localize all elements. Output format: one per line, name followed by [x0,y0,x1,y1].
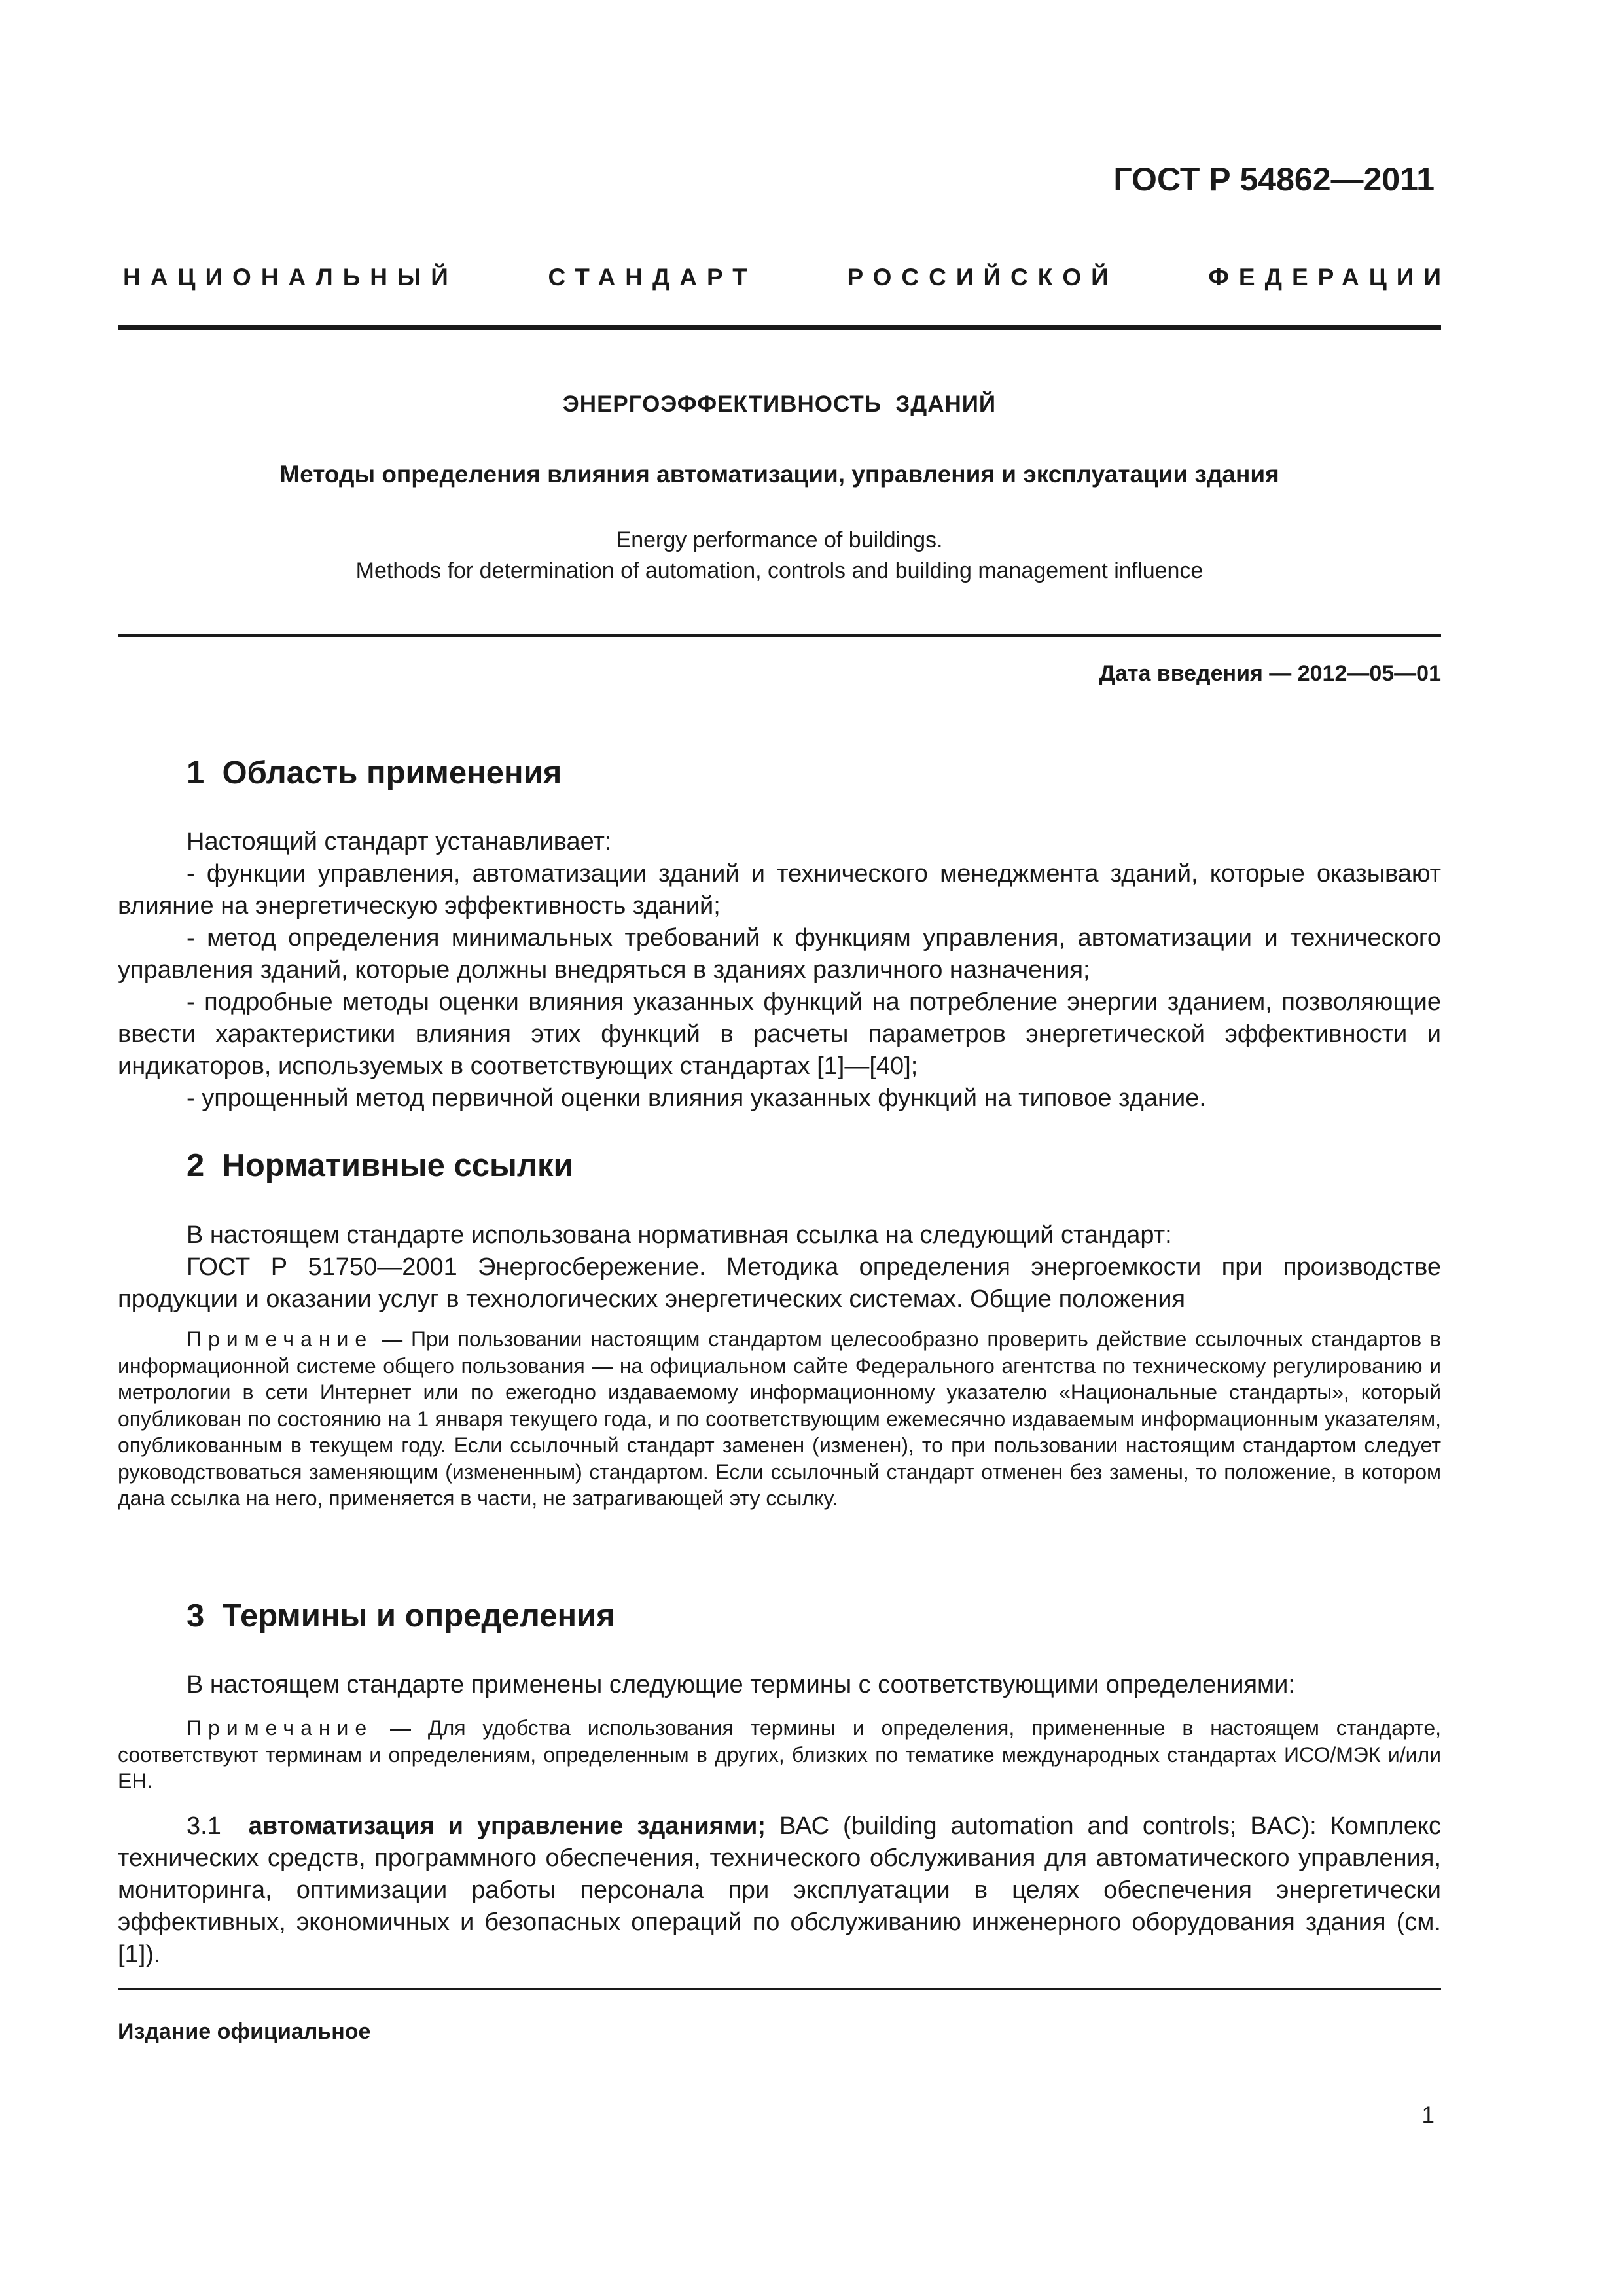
note-label: Примечание [187,1327,374,1351]
section-3-intro-text: В настоящем стандарте применены следующие термины с соответствующими определениями: [187,1671,1295,1698]
list-item: - функции управления, автоматизации зданий и технического менеджмента зданий, которые оказывают влияние на энергетическую эффективность зданий; [118,860,1441,920]
section-1-heading: 1 Область применения [187,755,562,791]
introduction-date: Дата введения — 2012—05—01 [1099,661,1441,686]
national-word: ФЕДЕРАЦИИ [1208,264,1451,291]
section-1-intro: Настоящий стандарт устанавливает: [187,828,612,855]
english-title-line-2: Methods for determination of automation, controls and building management influence [355,558,1204,583]
section-2-note [118,1326,1441,1512]
normative-reference: ГОСТ Р 51750—2001 Энергосбережение. Методика определения энергоемкости при производстве продукции и оказании услуг в технологических энергетических системах. Общие положения [118,1253,1441,1313]
list-item: - метод определения минимальных требований к функциям управления, автоматизации и технического управления зданий, которые должны внедряться в зданиях различного назначения; [118,924,1441,984]
section-3-note [118,1715,1441,1795]
page-number: 1 [1421,2102,1435,2128]
note-text: — Для удобства использования термины и определения, примененные в настоящем стандарте, соответствуют терминам и определениям, определенным в других, близких по тематике международных стандартах ИСО/МЭК и/или ЕН. [118,1716,1441,1793]
term-definition: ВАС (building automation and controls; BAC): Комплекс технических средств, программного обеспечения, технического обслуживания для автоматического управления, мониторинга, оптимизации работы персонала при эксплуатации в целях обеспечения энергетически эффективных, экономичных и безопасных операций по обслуживанию инженерного оборудования здания (см. [1]). [118,1812,1441,1968]
national-word: РОССИЙСКОЙ [847,264,1118,291]
section-2-heading: 2 Нормативные ссылки [187,1148,573,1183]
term-3-1 [118,1810,1441,1971]
note-text: — При пользовании настоящим стандартом целесообразно проверить действие ссылочных стандартов в информационной системе общего пользования — на официальном сайте Федерального агентства по техническому регулированию и метрологии в сети Интернет или по ежегодно издаваемому информационному указателю «Национальные стандарты», который опубликован по состоянию на 1 января текущего года, и по соответствующим ежемесячно издаваемым информационным указателям, опубликованным в текущем году. Если ссылочный стандарт заменен (изменен), то при пользовании настоящим стандартом следует руководствоваться заменяющим (измененным) стандартом. Если ссылочный стандарт отменен без замены, то положение, в котором дана ссылка на него, применяется в части, не затрагивающей эту ссылку. [118,1327,1441,1510]
section-3-heading: 3 Термины и определения [187,1598,615,1634]
term-number: 3.1 [187,1812,249,1840]
english-title-line-1: Energy performance of buildings. [616,528,943,552]
national-standard-header [123,264,1451,291]
national-word: НАЦИОНАЛЬНЫЙ [123,264,458,291]
term-name: автоматизация и управление зданиями; [248,1812,766,1840]
standard-code: ГОСТ Р 54862—2011 [1113,161,1435,198]
document-subtitle: Методы определения влияния автоматизации, управления и эксплуатации здания [279,461,1279,488]
official-edition-label: Издание официальное [118,2019,371,2044]
document-title: ЭНЕРГОЭФФЕКТИВНОСТЬ ЗДАНИЙ [562,391,997,417]
section-2-intro: В настоящем стандарте использована нормативная ссылка на следующий стандарт: [187,1221,1172,1249]
list-item: - подробные методы оценки влияния указанных функций на потребление энергии зданием, позволяющие ввести характеристики влияния этих функций в расчеты параметров энергетической эффективности и индикаторов, используемых в соответствующих стандартах [1]—[40]; [118,988,1441,1080]
section-3-intro [118,1669,1441,1701]
list-item: - упрощенный метод первичной оценки влияния указанных функций на типовое здание. [187,1085,1206,1112]
footer-divider [118,1988,1441,1990]
section-1-body [118,826,1441,1115]
title-divider [118,634,1441,637]
note-label: Примечание [187,1716,374,1740]
section-2-body [118,1219,1441,1316]
national-word: СТАНДАРТ [548,264,757,291]
header-divider [118,325,1441,330]
